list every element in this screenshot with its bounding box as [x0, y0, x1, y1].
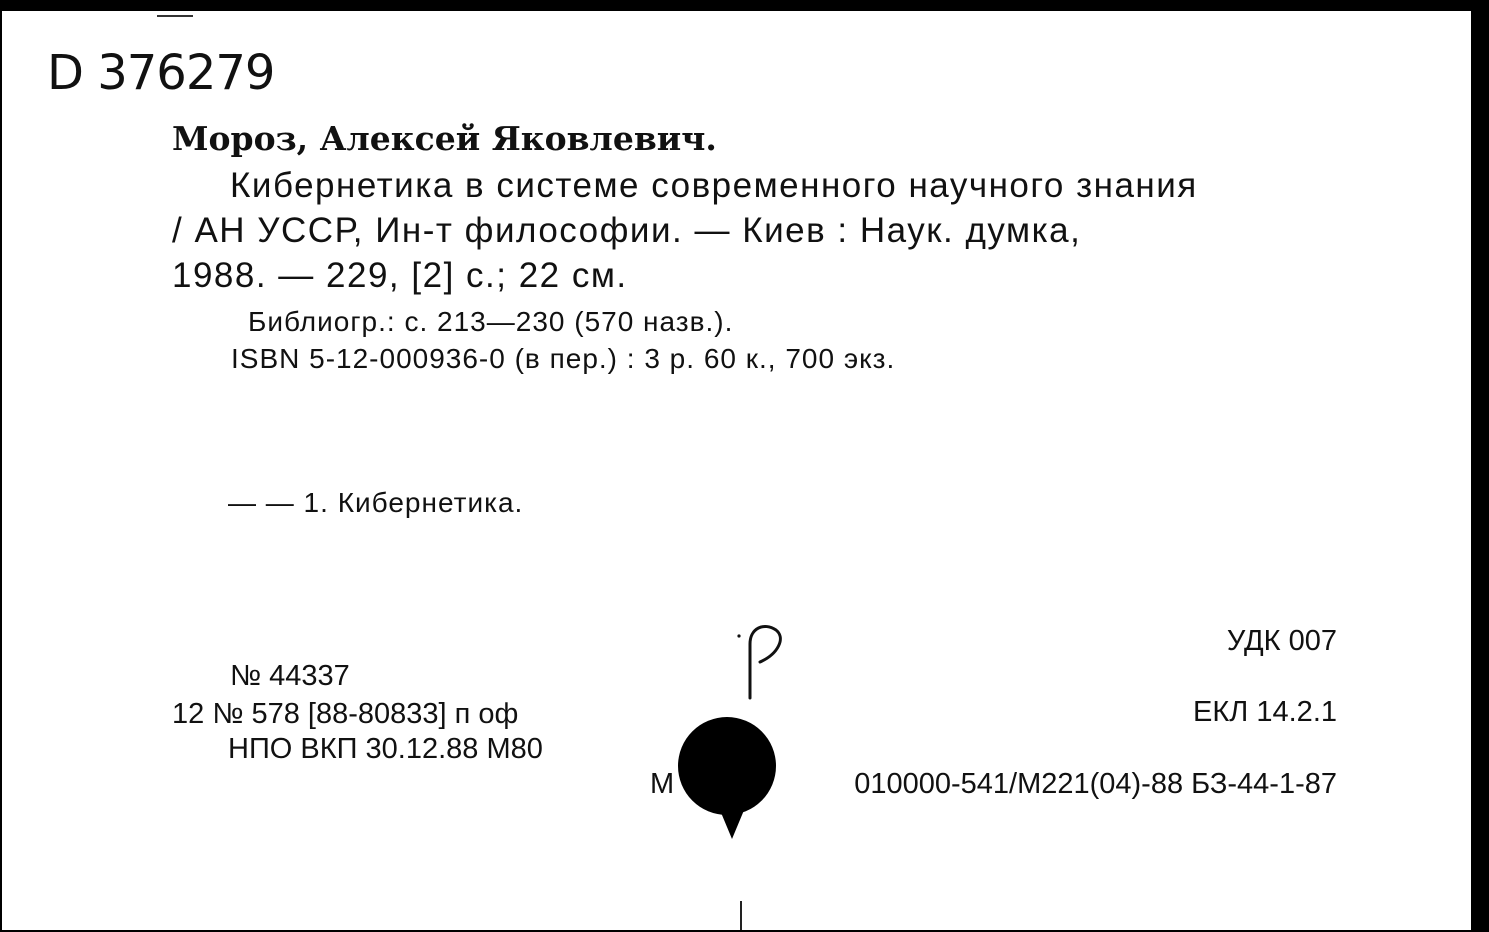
print-info-line-2: НПО ВКП 30.12.88 М80 [228, 733, 543, 765]
handwritten-mark [736, 616, 796, 711]
catalog-card [0, 8, 1482, 930]
subject-heading: — — 1. Кибернетика. [228, 487, 524, 518]
card-edge-shadow [1471, 11, 1482, 930]
punched-hole-tail [712, 791, 752, 839]
isbn-line: ISBN 5-12-000936-0 (в пер.) : 3 р. 60 к., 700 экз. [231, 343, 896, 374]
author-heading: Мороз, Алексей Яковлевич. [172, 119, 717, 158]
title-line-1: Кибернетика в системе современного научного знания [230, 166, 1198, 205]
title-line-2: / АН УССР, Ин-т философии. — Киев : Наук. думка, [172, 211, 1082, 250]
print-info-line-1: 12 № 578 [88-80833] п оф [172, 698, 519, 730]
udk-code: УДК 007 [1226, 625, 1337, 657]
bibliography-note: Библиогр.: с. 213—230 (570 назв.). [248, 306, 734, 337]
title-line-3: 1988. — 229, [2] с.; 22 см. [172, 256, 628, 295]
ekl-code: ЕКЛ 14.2.1 [1193, 696, 1337, 728]
top-edge-mark [157, 15, 193, 17]
classification-code-prefix: М [650, 768, 675, 800]
order-number: № 44337 [230, 660, 350, 692]
bottom-edge-mark [740, 901, 742, 930]
call-number: D 376279 [47, 45, 275, 101]
classification-code: 010000-541/М221(04)-88 БЗ-44-1-87 [854, 768, 1337, 800]
